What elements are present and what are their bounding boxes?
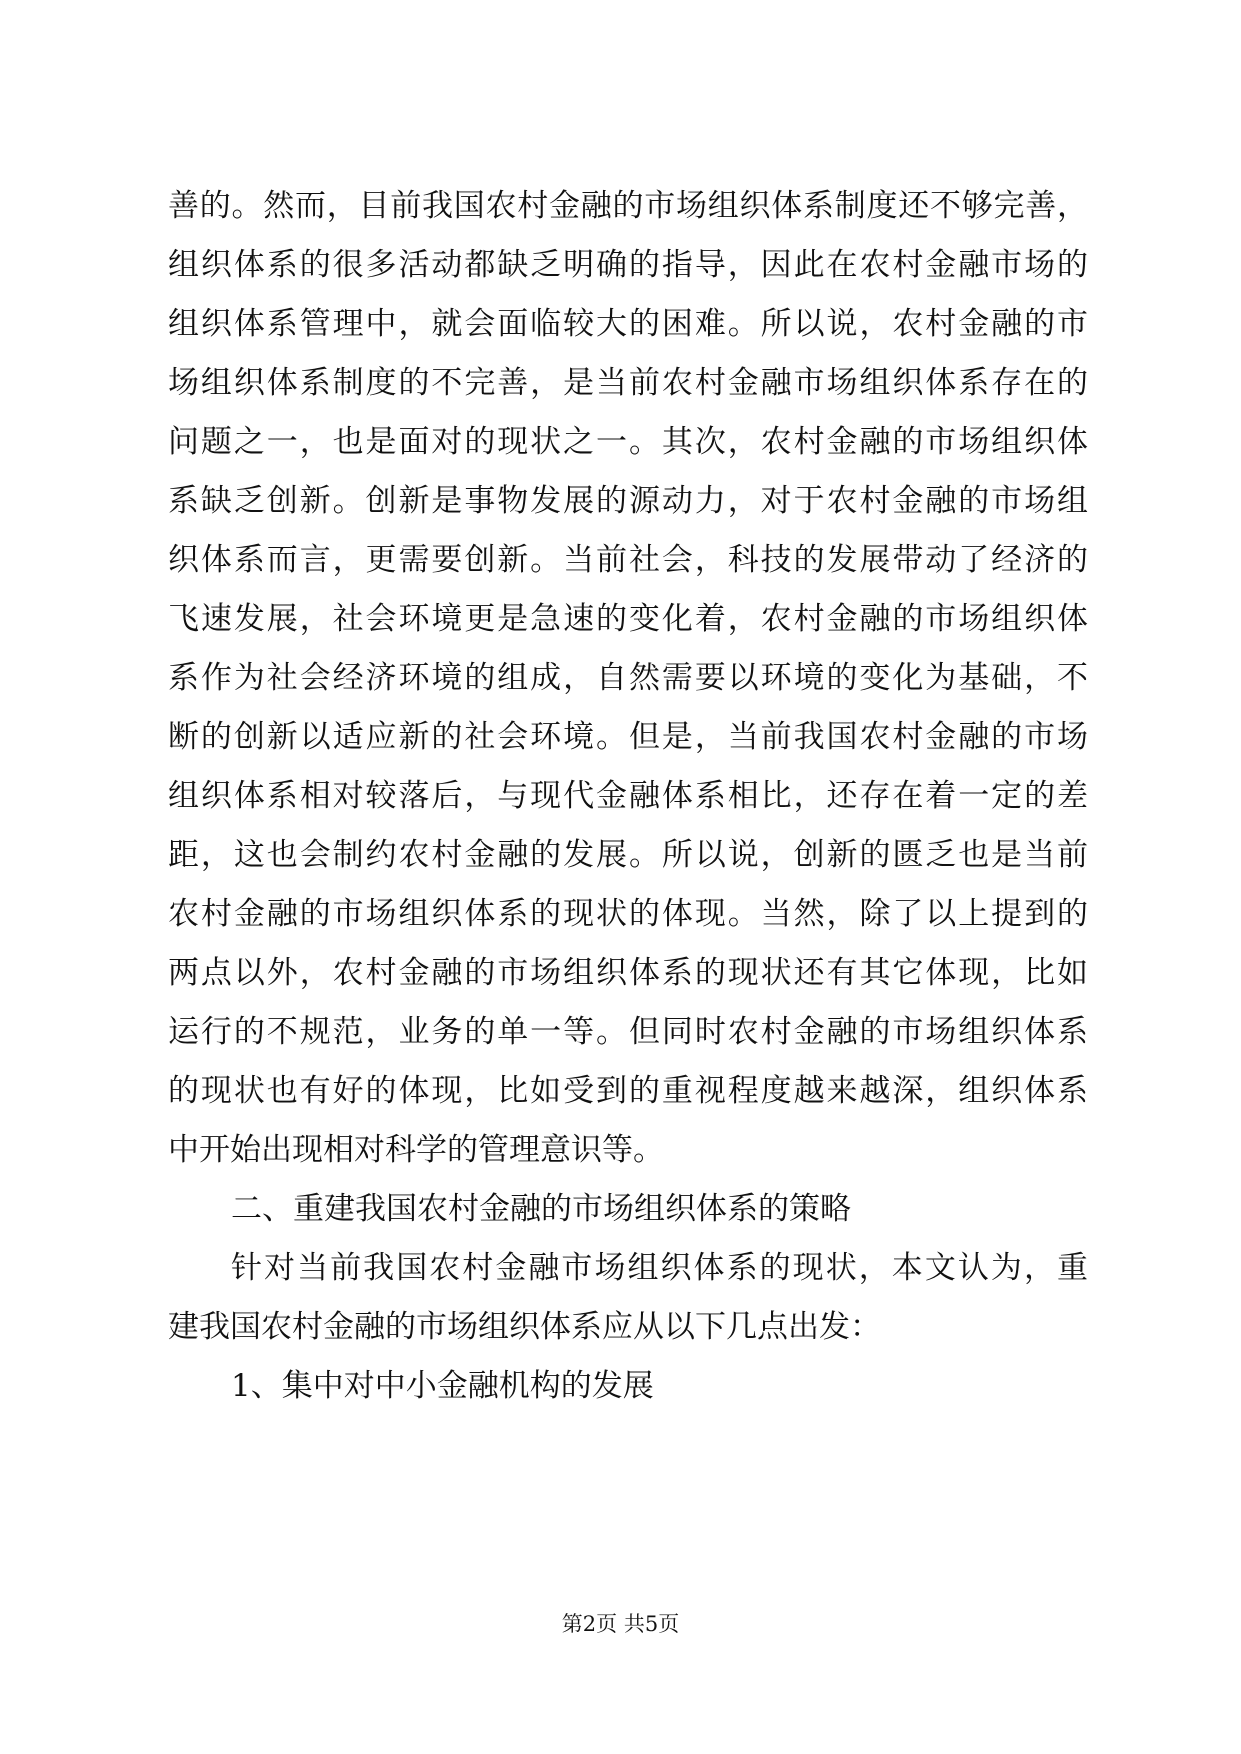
- body-text-line: 组织体系管理中，就会面临较大的困难。所以说，农村金融的市: [168, 306, 1088, 342]
- body-text-line: 组织体系的很多活动都缺乏明确的指导，因此在农村金融市场的: [168, 247, 1088, 283]
- body-text-line: 的现状也有好的体现，比如受到的重视程度越来越深，组织体系: [168, 1073, 1088, 1109]
- body-text-line: 中开始出现相对科学的管理意识等。: [168, 1132, 664, 1168]
- body-text-line: 两点以外，农村金融的市场组织体系的现状还有其它体现，比如: [168, 955, 1088, 991]
- body-text-line: 断的创新以适应新的社会环境。但是，当前我国农村金融的市场: [168, 719, 1088, 755]
- body-text-line: 问题之一，也是面对的现状之一。其次，农村金融的市场组织体: [168, 424, 1088, 460]
- body-text-line: 针对当前我国农村金融市场组织体系的现状，本文认为，重: [231, 1250, 1088, 1286]
- body-text-line: 系缺乏创新。创新是事物发展的源动力，对于农村金融的市场组: [168, 483, 1088, 519]
- body-text-line: 飞速发展，社会环境更是急速的变化着，农村金融的市场组织体: [168, 601, 1088, 637]
- page-number-footer: 第2页 共5页: [561, 1612, 680, 1636]
- subheading: 1、集中对中小金融机构的发展: [231, 1368, 654, 1404]
- body-text-line: 建我国农村金融的市场组织体系应从以下几点出发：: [168, 1309, 881, 1345]
- body-text-line: 农村金融的市场组织体系的现状的体现。当然，除了以上提到的: [168, 896, 1088, 932]
- body-text-line: 织体系而言，更需要创新。当前社会，科技的发展带动了经济的: [168, 542, 1088, 578]
- section-heading: 二、重建我国农村金融的市场组织体系的策略: [231, 1191, 851, 1227]
- body-text-line: 场组织体系制度的不完善，是当前农村金融市场组织体系存在的: [168, 365, 1088, 401]
- body-text-line: 善的。然而，目前我国农村金融的市场组织体系制度还不够完善，: [168, 188, 1088, 224]
- body-text-line: 组织体系相对较落后，与现代金融体系相比，还存在着一定的差: [168, 778, 1088, 814]
- body-text-line: 距，这也会制约农村金融的发展。所以说，创新的匮乏也是当前: [168, 837, 1088, 873]
- body-text-line: 系作为社会经济环境的组成，自然需要以环境的变化为基础，不: [168, 660, 1088, 696]
- body-text-line: 运行的不规范，业务的单一等。但同时农村金融的市场组织体系: [168, 1014, 1088, 1050]
